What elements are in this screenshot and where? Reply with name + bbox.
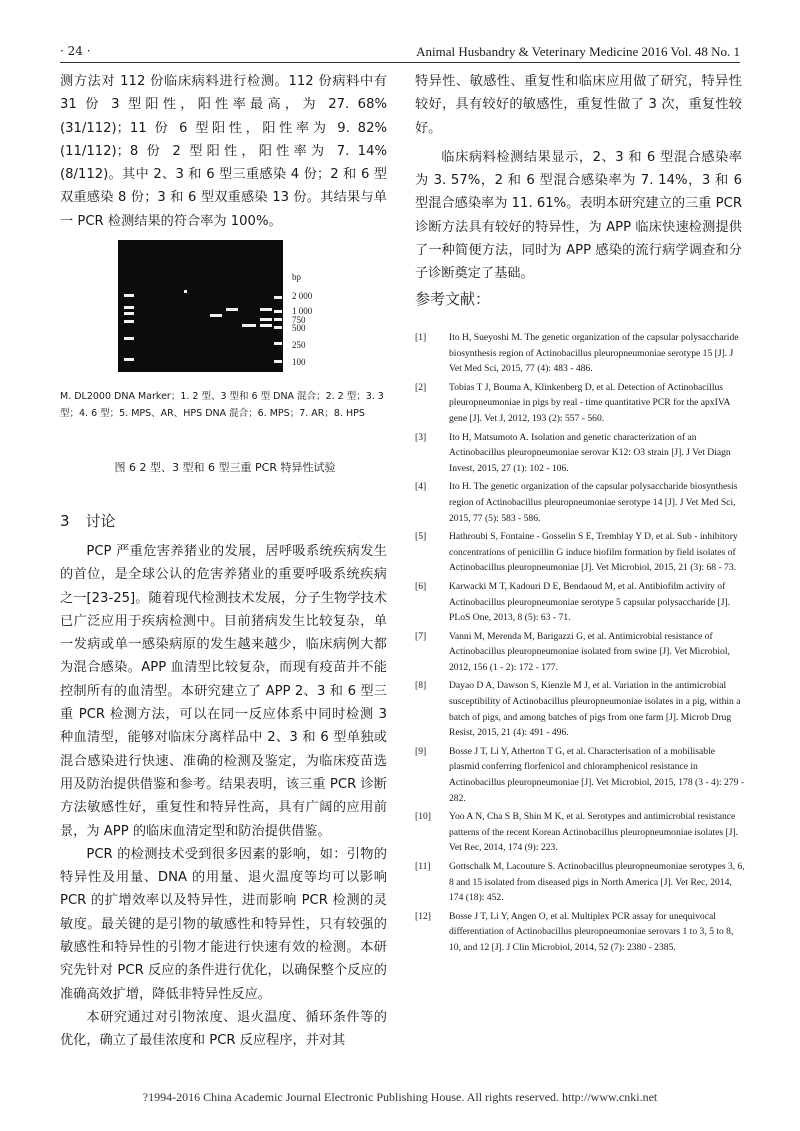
figure-caption: M. DL2000 DNA Marker；1. 2 型、3 型和 6 型 DNA 混合；2. 2 型；3. 3 型；4. 6 型；5. MPS、AR、HPS DNA 混合；6. MPS；7. AR；8. HPS: [60, 391, 384, 419]
gel-band: [260, 324, 272, 327]
gel-band: [242, 324, 256, 327]
reference-text: Ito H, Sueyoshi M. The genetic organization of the capsular polysaccharide biosynthesis region of Actinobacillus pleuropneumoniae serotype 15 [J]. J Vet Med Sci, 2015, 77 (4): 483 - 486.: [449, 332, 739, 375]
reference-text: Ito H. The genetic organization of the capsular polysaccharide biosynthesis region of Actinobacillus pleuropneumoniae serotype 14 [J]. J Vet Med Sci, 2015, 77 (5): 583 - 586.: [449, 481, 738, 524]
reference-text: Bosse J T, Li Y, Atherton T G, et al. Characterisation of a mobilisable plasmid conferring florfenicol and chloramphenicol resistance in Actinobacillus pleuropneumoniae [J]. Vet Microbiol, 2015, 178 (3 - 4): 279 - 282.: [449, 745, 745, 804]
gel-band: [124, 312, 134, 315]
reference-number: [11]: [415, 861, 431, 872]
reference-item: [415, 579, 745, 626]
gel-band: [184, 290, 187, 293]
reference-text: Yoo A N, Cha S B, Shin M K, et al. Serotypes and antimicrobial resistance patterns of the recent Korean Actinobacillus pleuropneumoniae isolates [J]. Vet Rec, 2014, 174 (9): 223.: [449, 811, 739, 854]
reference-number: [4]: [415, 481, 427, 493]
discussion-paragraph: PCP 严重危害养猪业的发展，居呼吸系统疾病发生的首位，是全球公认的危害养猪业的重要呼吸系统疾病之一[23-25]。随着现代检测技术发展，分子生物学技术已广泛应用于疾病检测中。目前猪病发生比较复杂，单一发病或单一感染病原的发生越来越少，临床病例大都为混合感染。APP 血清型比较复杂，而现有疫苗并不能控制所有的血清型。本研究建立了 APP 2、3 和 6 型三重 PCR 检测方法，可以在同一反应体系中同时检测 3 种血清型，能够对临床分离样品中 2、3 和 6 型单独或混合感染进行快速、准确的检测及鉴定，为临床疫苗选用及防治提供借鉴和参考。结果表明，该三重 PCR 诊断方法敏感性好，重复性和特异性高，具有广阔的应用前景，为 APP 的临床血清定型和防治提供借鉴。: [60, 544, 387, 839]
gel-band: [274, 310, 282, 313]
gel-band: [210, 314, 222, 317]
bp-label: 250: [292, 340, 306, 350]
gel-band: [274, 360, 282, 363]
gel-band: [260, 318, 272, 321]
copyright-footer: ?1994-2016 China Academic Journal Electronic Publishing House. All rights reserved. http://www.cnki.net: [142, 1090, 658, 1104]
bp-label: 2 000: [292, 291, 313, 301]
reference-item: [415, 330, 745, 377]
reference-item: [415, 809, 745, 856]
reference-number: [7]: [415, 630, 427, 642]
bp-unit-label: bp: [292, 272, 301, 282]
gel-band: [274, 342, 282, 345]
section-number: 3: [60, 512, 70, 530]
reference-text: Hathroubi S, Fontaine - Gosselin S E, Tremblay Y D, et al. Sub - inhibitory concentrations of penicillin G induce biofilm formation by field isolates of Actinobacillus pleuropneumoniae [J]. Vet Microbiol, 2015, 21 (3): 68 - 73.: [449, 531, 738, 574]
reference-item: [415, 380, 745, 427]
reference-number: [1]: [415, 332, 427, 343]
gel-band: [260, 308, 272, 311]
gel-band: [226, 308, 238, 311]
reference-item: [415, 909, 745, 956]
bp-label: 1 000: [292, 306, 313, 316]
discussion-paragraph: PCR 的检测技术受到很多因素的影响，如：引物的特异性及用量、DNA 的用量、退火温度等均可以影响 PCR 的扩增效率以及特异性，进而影响 PCR 检测的灵敏度。最关键的是引物的敏感性和特异性，只有较强的敏感性和特异性的引物才能进行快速有效的检测。本研究先针对 PCR 反应的条件进行优化，以确保整个反应的准确高效扩增，降低非特异性反应。: [60, 846, 387, 1002]
section-title: 讨论: [85, 512, 116, 530]
gel-band: [124, 337, 134, 340]
reference-text: Vanni M, Merenda M, Barigazzi G, et al. Antimicrobial resistance of Actinobacillus pleuropneumoniae isolated from swine [J]. Vet Microbiol, 2012, 156 (1 - 2): 172 - 177.: [449, 630, 730, 673]
bp-label: 500: [292, 323, 306, 333]
reference-text: Dayao D A, Dawson S, Kienzle M J, et al. Variation in the antimicrobial susceptibility of Actinobacillus pleuropneumoniae isolates in a pig, within a batch of pigs, and among batches of pigs from one farm [J]. Microb Drug Resist, 2015, 21 (4): 491 - 496.: [449, 680, 741, 739]
reference-item: [415, 479, 745, 526]
reference-item: [415, 744, 745, 806]
reference-text: Tobias T J, Bouma A, Klinkenberg D, et al. Detection of Actinobacillus pleuropneumoniae in pigs by real - time quantitative PCR for the apxIVA gene [J]. Vet J, 2012, 193 (2): 557 - 560.: [449, 381, 730, 424]
gel-band: [124, 306, 134, 309]
reference-number: [8]: [415, 680, 427, 692]
gel-band: [124, 358, 134, 361]
reference-number: [5]: [415, 531, 427, 543]
reference-number: [12]: [415, 910, 431, 922]
journal-info: Animal Husbandry & Veterinary Medicine 2016 Vol. 48 No. 1: [416, 44, 740, 59]
reference-number: [10]: [415, 811, 431, 823]
gel-band: [274, 318, 282, 321]
gel-band: [124, 294, 134, 297]
results-paragraph: 测方法对 112 份临床病料进行检测。112 份病料中有 31 份 3 型阳性，阳性率最高，为 27. 68% (31/112)；11 份 6 型阳性，阳性率为 9. 82% (11/112)；8 份 2 型阳性，阳性率为 7. 14% (8/112)。其中 2、3 和 6 型三重感染 4 份；2 和 6 型双重感染 8 份；3 和 6 型双重感染 13 份。其结果与单一 PCR 检测结果的符合率为 100%。: [60, 74, 387, 229]
bp-label: 750: [292, 315, 306, 325]
reference-number: [6]: [415, 580, 427, 592]
figure-title: 图 6 2 型、3 型和 6 型三重 PCR 特异性试验: [114, 461, 336, 474]
running-header: [60, 44, 740, 63]
conclusion-paragraph: 临床病料检测结果显示，2、3 和 6 型混合感染率为 3. 57%，2 和 6 型混合感染率为 7. 14%，3 和 6 型混合感染率为 11. 61%。表明本研究建立的三重 PCR 诊断方法具有较好的特异性，为 APP 临床快速检测提供了一种简便方法，同时为 APP 感染的流行病学调查和分子诊断奠定了基础。: [415, 149, 742, 282]
discussion-text: [60, 540, 387, 1053]
reference-text: Karwacki M T, Kadouri D E, Bendaoud M, et al. Antibiofilm activity of Actinobacillus pleuropneumoniae serotype 5 capsular polysaccharide [J]. PLoS One, 2013, 8 (5): 63 - 71.: [449, 580, 731, 624]
discussion-paragraph: 本研究通过对引物浓度、退火温度、循环条件等的优化，确立了最佳浓度和 PCR 反应程序，并对其: [60, 1009, 387, 1049]
gel-image: [118, 240, 283, 372]
left-column-text: [60, 70, 387, 233]
conclusion-paragraph: 特异性、敏感性、重复性和临床应用做了研究，特异性较好，具有较好的敏感性，重复性做了 3 次，重复性较好。: [415, 74, 742, 136]
right-column-text: [415, 70, 742, 286]
gel-band: [124, 320, 134, 323]
page-number: · 24 ·: [60, 44, 91, 58]
gel-band: [274, 296, 282, 299]
reference-item: [415, 678, 745, 740]
references-list: [415, 330, 745, 959]
reference-item: [415, 859, 745, 906]
reference-text: Bosse J T, Li Y, Angen O, et al. Multiplex PCR assay for unequivocal differentiation of Actinobacillus pleuropneumoniae serovars 1 to 3, 5 to 8, 10, and 12 [J]. J Clin Microbiol, 2014, 52 (7): 2380 - 2385.: [449, 910, 734, 953]
reference-item: [415, 629, 745, 676]
references-heading: 参考文献：: [415, 290, 491, 308]
section-heading: [60, 510, 116, 531]
reference-number: [9]: [415, 745, 427, 757]
reference-item: [415, 529, 745, 576]
bp-label: 100: [292, 357, 306, 367]
reference-number: [2]: [415, 381, 427, 393]
reference-item: [415, 430, 745, 477]
reference-text: Ito H, Matsumoto A. Isolation and genetic characterization of an Actinobacillus pleuropneumoniae serovar K12: O3 strain [J]. J Vet Diagn Invest, 2015, 27 (1): 102 - 106.: [449, 431, 731, 474]
reference-text: Gottschalk M, Lacouture S. Actinobacillus pleuropneumoniae serotypes 3, 6, 8 and 15 isolated from diseased pigs in North America [J]. Vet Rec, 2014, 174 (18): 452.: [449, 861, 745, 904]
reference-number: [3]: [415, 431, 427, 443]
gel-band: [274, 326, 282, 329]
